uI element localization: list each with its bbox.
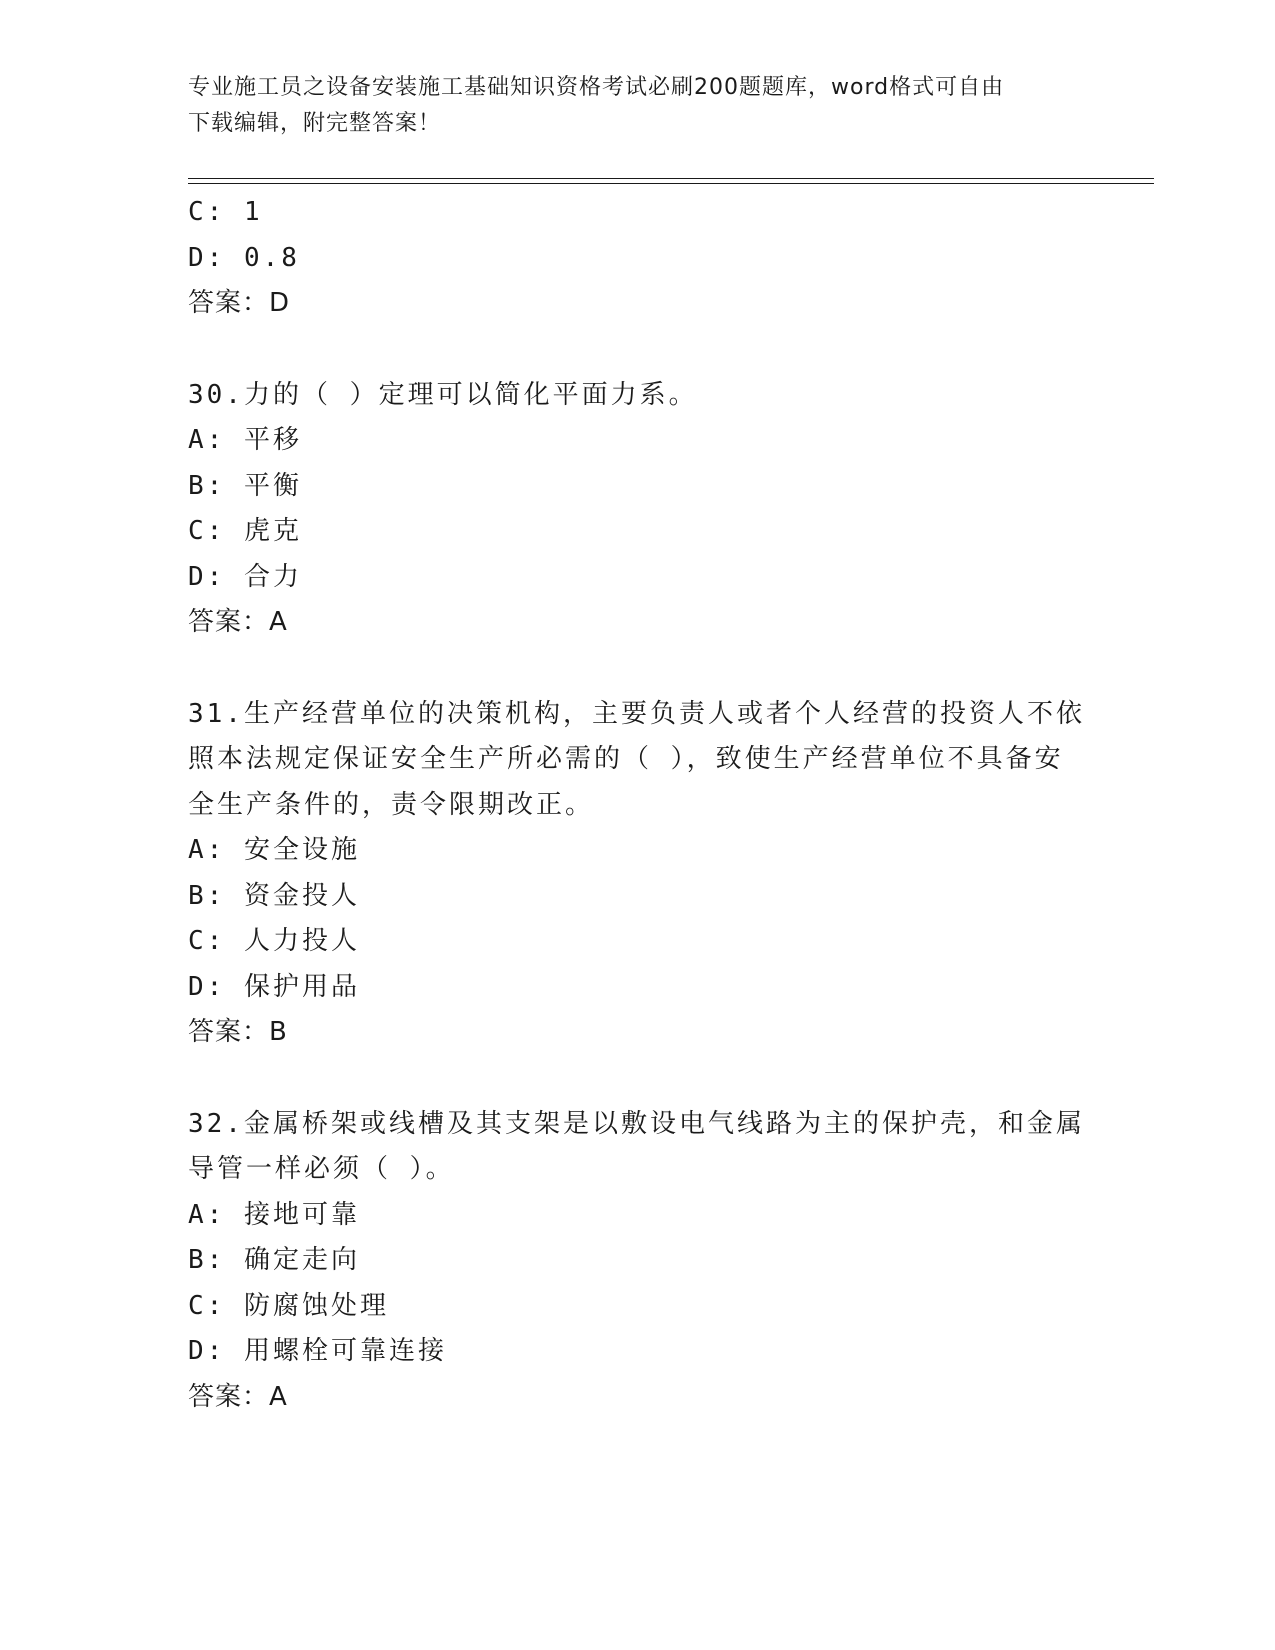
question-list xyxy=(188,190,1088,1420)
question-30-stem: 30.力的（ ）定理可以简化平面力系。 xyxy=(188,379,698,410)
question-31-stem-line-3: 全生产条件的，责令限期改正。 xyxy=(188,789,595,820)
question-31-option-d: D: 保护用品 xyxy=(188,971,360,1002)
question-32-stem-line-2: 导管一样必须（ ）。 xyxy=(188,1154,455,1184)
spacer xyxy=(188,327,1088,373)
question-30-option-d: D: 合力 xyxy=(188,561,302,592)
question-30-answer: 答案：A xyxy=(188,607,288,637)
spacer xyxy=(188,646,1088,692)
question-30-option-a: A: 平移 xyxy=(188,425,302,455)
option-c: C: 1 xyxy=(188,197,263,227)
question-31-stem-line-1: 31.生产经营单位的决策机构，主要负责人或者个人经营的投资人不依 xyxy=(188,698,1085,729)
question-32-option-d: D: 用螺栓可靠连接 xyxy=(188,1336,447,1366)
question-32-option-c: C: 防腐蚀处理 xyxy=(188,1290,389,1321)
header-line-1: 专业施工员之设备安装施工基础知识资格考试必刷200题题库，word格式可自由 xyxy=(188,75,1005,100)
question-32-option-a: A: 接地可靠 xyxy=(188,1199,360,1230)
document-header xyxy=(188,70,1088,142)
question-32-stem-line-1: 32.金属桥架或线槽及其支架是以敷设电气线路为主的保护壳，和金属 xyxy=(188,1108,1085,1139)
spacer xyxy=(188,1056,1088,1102)
question-30-option-c: C: 虎克 xyxy=(188,516,302,546)
question-30-option-b: B: 平衡 xyxy=(188,470,302,501)
answer-line: 答案：D xyxy=(188,288,291,318)
question-31-option-b: B: 资金投人 xyxy=(188,880,360,911)
option-d: D: 0.8 xyxy=(188,242,300,273)
question-31-answer: 答案：B xyxy=(188,1017,288,1047)
header-rule-top xyxy=(188,178,1154,179)
question-31-option-c: C: 人力投人 xyxy=(188,926,360,956)
question-32-answer: 答案：A xyxy=(188,1381,288,1412)
question-32-option-b: B: 确定走向 xyxy=(188,1245,360,1275)
question-31-stem-line-2: 照本法规定保证安全生产所必需的（ ），致使生产经营单位不具备安 xyxy=(188,744,1064,774)
header-rule-bottom xyxy=(188,183,1154,184)
header-line-2: 下载编辑，附完整答案！ xyxy=(188,111,442,136)
question-31-option-a: A: 安全设施 xyxy=(188,835,360,865)
